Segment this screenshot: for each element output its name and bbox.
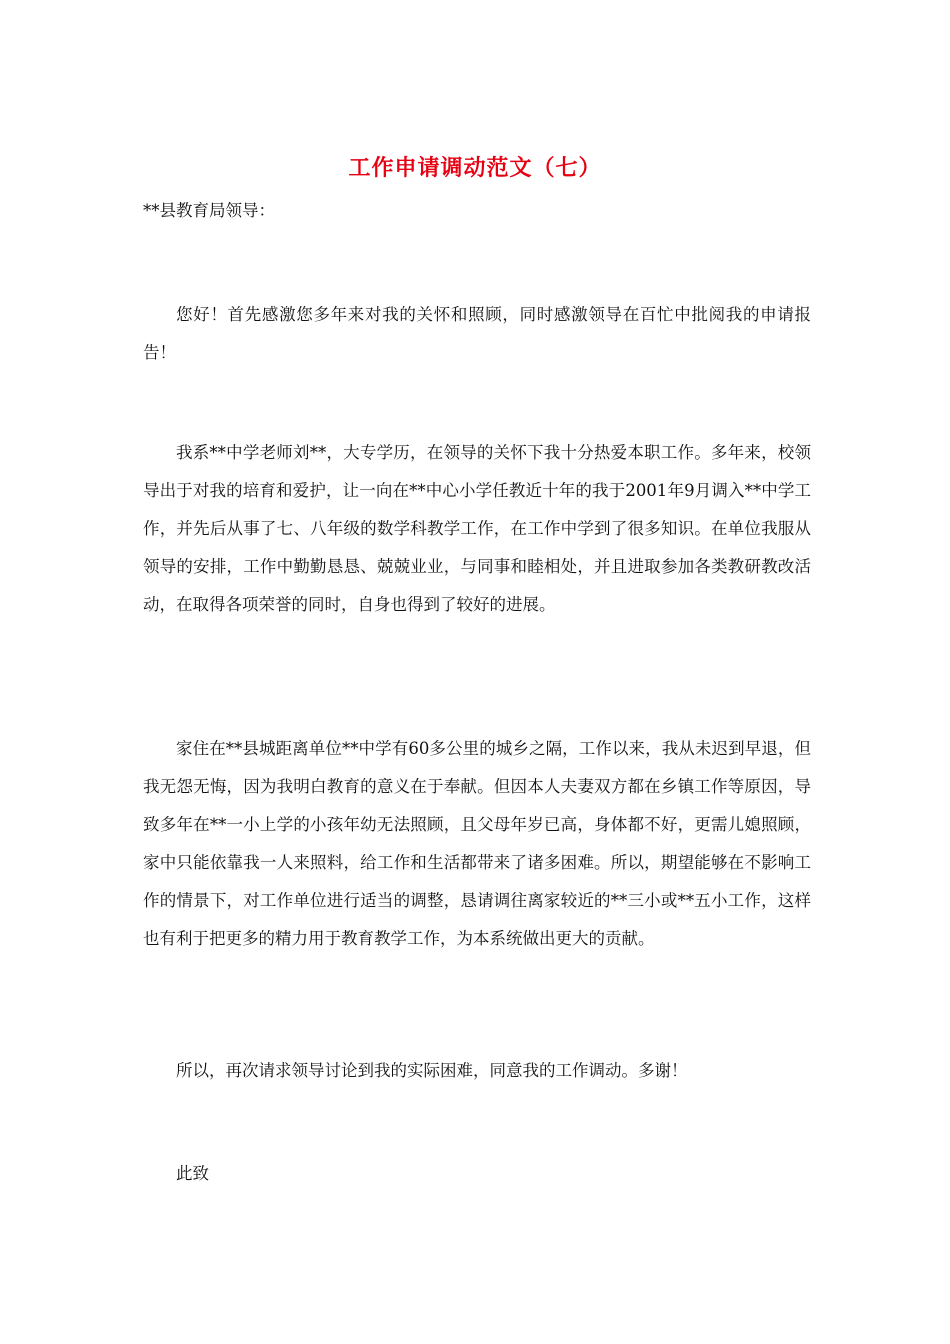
document-title: 工作申请调动范文（七） <box>348 155 602 181</box>
salutation: **县教育局领导： <box>143 201 275 220</box>
closing: 此致 <box>176 1164 209 1183</box>
paragraph-background: 我系**中学老师刘**，大专学历，在领导的关怀下我十分热爱本职工作。多年来，校领导出于对我的培育和爱护，让一向在**中心小学任教近十年的我于2001年9月调入**中学工作，并先后从事了七、八年级的数学科教学工作，在工作中学到了很多知识。在单位我服从领导的安排，工作中勤勤恳恳、兢兢业业，与同事和睦相处，并且进取参加各类教研教改活动，在取得各项荣誉的同时，自身也得到了较好的进展。 <box>143 443 811 614</box>
paragraph-reason: 家住在**县城距离单位**中学有60多公里的城乡之隔，工作以来，我从未迟到早退，但我无怨无悔，因为我明白教育的意义在于奉献。但因本人夫妻双方都在乡镇工作等原因，导致多年在**一小上学的小孩年幼无法照顾，且父母年岁已高，身体都不好，更需儿媳照顾，家中只能依靠我一人来照料，给工作和生活都带来了诸多困难。所以，期望能够在不影响工作的情景下，对工作单位进行适当的调整，恳请调往离家较近的**三小或**五小工作，这样也有利于把更多的精力用于教育教学工作，为本系统做出更大的贡献。 <box>143 739 811 948</box>
paragraph-greeting: 您好！首先感激您多年来对我的关怀和照顾，同时感激领导在百忙中批阅我的申请报告！ <box>143 305 811 362</box>
paragraph-request: 所以，再次请求领导讨论到我的实际困难，同意我的工作调动。多谢！ <box>176 1061 688 1080</box>
